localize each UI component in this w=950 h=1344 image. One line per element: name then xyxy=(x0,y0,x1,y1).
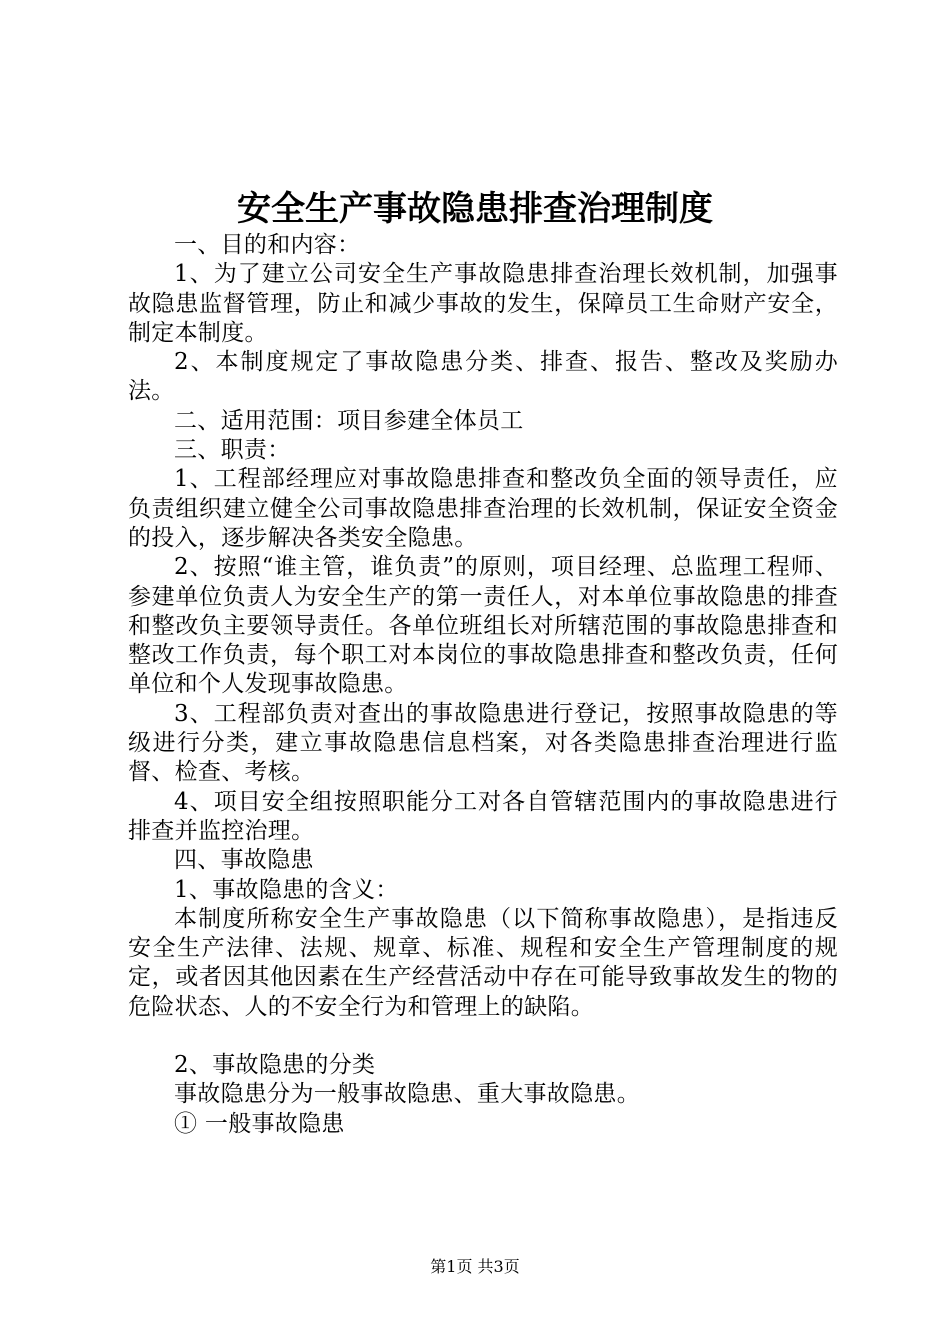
paragraph: 2、按照“谁主管，谁负责”的原则，项目经理、总监理工程师、参建单位负责人为安全生产的第一责任人，对本单位事故隐患的排查和整改负主要领导责任。各单位班组长对所辖范围的事故隐患排查和整改工作负责，每个职工对本岗位的事故隐患排查和整改负责，任何单位和个人发现事故隐患。 xyxy=(128,554,838,698)
paragraph: 1、工程部经理应对事故隐患排查和整改负全面的领导责任，应负责组织建立健全公司事故隐患排查治理的长效机制，保证安全资金的投入，逐步解决各类安全隐患。 xyxy=(128,466,838,551)
paragraph: 3、工程部负责对查出的事故隐患进行登记，按照事故隐患的等级进行分类，建立事故隐患信息档案，对各类隐患排查治理进行监督、检查、考核。 xyxy=(128,700,838,786)
subheading: 2、事故隐患的分类 xyxy=(174,1052,376,1079)
page-footer: 第1页 共3页 xyxy=(430,1257,520,1276)
section-heading-duties: 三、职责： xyxy=(174,437,291,464)
page-title: 安全生产事故隐患排查治理制度 xyxy=(237,189,713,229)
section-heading-purpose: 一、目的和内容： xyxy=(174,232,361,258)
section-heading-hazards: 四、事故隐患 xyxy=(174,847,314,874)
paragraph: 4、项目安全组按照职能分工对各自管辖范围内的事故隐患进行排查并监控治理。 xyxy=(128,788,838,844)
section-heading-scope: 二、适用范围：项目参建全体员工 xyxy=(174,407,524,434)
paragraph: 事故隐患分为一般事故隐患、重大事故隐患。 xyxy=(174,1081,640,1108)
subheading: 1、事故隐患的含义： xyxy=(174,876,399,903)
paragraph: 2、本制度规定了事故隐患分类、排查、报告、整改及奖励办法。 xyxy=(128,349,838,405)
list-item: ① 一般事故隐患 xyxy=(174,1110,345,1137)
document-body xyxy=(128,231,838,1139)
paragraph: 1、为了建立公司安全生产事故隐患排查治理长效机制，加强事故隐患监督管理，防止和减少事故的发生，保障员工生命财产安全，制定本制度。 xyxy=(128,261,838,346)
paragraph: 本制度所称安全生产事故隐患（以下简称事故隐患），是指违反安全生产法律、法规、规章、标准、规程和安全生产管理制度的规定，或者因其他因素在生产经营活动中存在可能导致事故发生的物的危险状态、人的不安全行为和管理上的缺陷。 xyxy=(128,905,838,1020)
